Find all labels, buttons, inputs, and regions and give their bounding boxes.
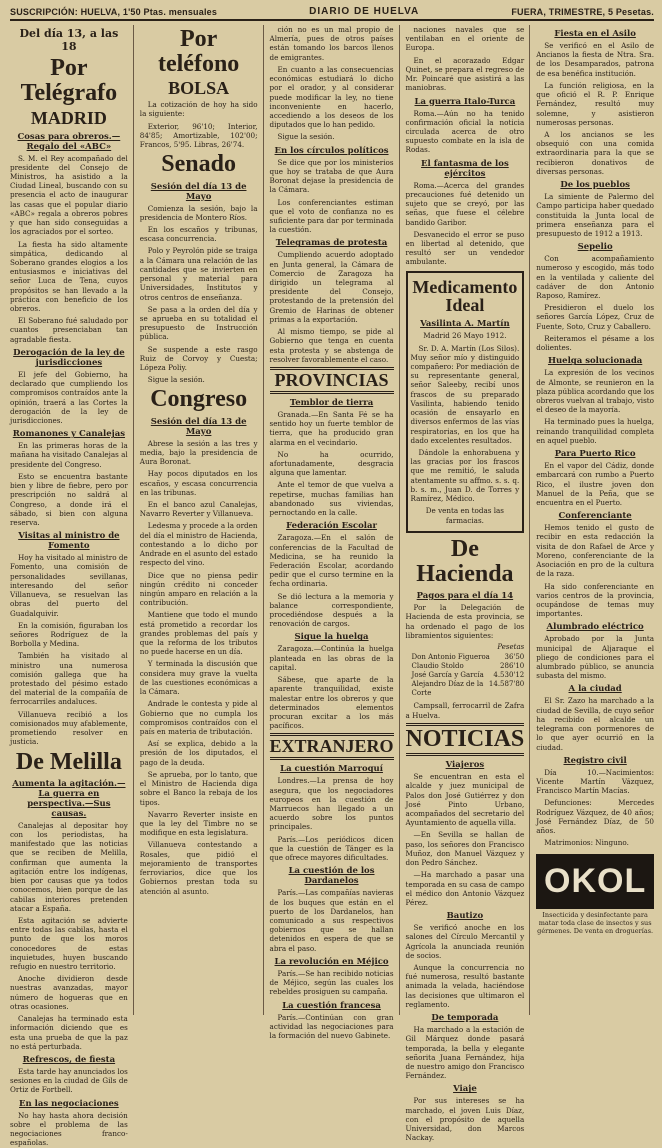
paragraph: Ha sido conferenciante en varios centros de la provincia, ocupándose de temas muy importantes. xyxy=(536,581,655,619)
paragraph: En la comisión, figuraban los señores Rodríguez de la Borbolla y Medina. xyxy=(10,620,128,649)
paragraph: París.—Los periódicos dicen que la cuestión de Tánger es la que ofrece mayores dificultades. xyxy=(269,834,394,863)
kicker: Alumbrado eléctrico xyxy=(546,622,644,633)
kicker: Temblor de tierra xyxy=(289,397,374,408)
okol-ad-text: Insecticida y desinfectante para matar toda clase de insectos y sus gérmenes. De venta en droguerías. xyxy=(537,910,654,935)
kicker: Telegramas de protesta xyxy=(275,238,388,249)
paragraph: Canalejas al depositar hoy con los periodistas, ha manifestado que las noticias que se reciben de Melilla, confirman que aumenta la agitación entre los indígenas, bien por causas que ya todos conocemos, bien porque de las cabilas interiores pretenden atacar a España. xyxy=(10,820,128,913)
paragraph: Zaragoza.—En el salón de conferencias de la Facultad de Medicina, se ha reunido la Federación Escolar, acordando pedir que el curso termine en la fecha ordinaria. xyxy=(269,533,394,589)
kicker: Visitas al ministro de Fomento xyxy=(18,531,120,552)
paragraph: Esto se encuentra bastante bien y libre de fiebre, pero por prescripción no saldrá al Congreso, a donde irá el sábado, si bien con alguna reserva. xyxy=(10,471,128,527)
kicker: Viaje xyxy=(453,1084,477,1095)
payee: Don Antonio Figueroa xyxy=(411,653,490,661)
paragraph: Sigue la sesión. xyxy=(277,132,335,142)
paragraph: Andrade le contesta y pide al Gobierno que no cumpla los compromisos contraídos con el país en materia de tributación. xyxy=(139,699,258,737)
section-madrid: MADRID xyxy=(30,107,107,128)
ad-date: Madrid 26 Mayo 1912. xyxy=(423,331,507,341)
column-4 xyxy=(405,25,531,1143)
column-2 xyxy=(140,25,264,1015)
paragraph: En el acorazado Edgar Quinet, se prepara el regreso de Mr. Poincaré que asistirá a las maniobras. xyxy=(405,55,525,93)
paragraph: París.—Las compañías navieras de los buques que están en el puerto de los Dardanelos, han comunicado a sus respectivos gobiernos que se hallan detenidos en espera de que se abra el paso. xyxy=(269,888,394,953)
paragraph: Y terminada la discusión que considera muy grave la vuelta de las cuestiones económicas a la Cámara. xyxy=(139,659,258,697)
paragraph: La simiente de Palermo del Campo participa haber quedado constituida la Junta local de primera enseñanza para el presupuesto de 1912 a 1913. xyxy=(536,192,655,238)
paragraph: Hemos tenido el gusto de recibir en esta redacción la visita de don Rafael de Arce y Moreno, conferenciante de la Asociación en pro de la cultura de la raza. xyxy=(536,523,655,579)
paragraph: También ha visitado al ministro una numerosa comisión gallega que ha protestado del pésimo estado del material de la compañía de ferrocarriles andaluces. xyxy=(10,651,128,707)
kicker: Sigue la huelga xyxy=(294,632,369,643)
list-item xyxy=(412,662,525,671)
paragraph: Desvanecido el error se puso en libertad al detenido, que resultó ser un vendedor ambulante. xyxy=(405,229,525,267)
paragraph: S. M. el Rey acompañado del presidente del Consejo de Ministros, ha asistido a la Ciudad Lineal, buscando con su presencia el acto de inaugurar las casas que el popular diario «ABC» regala a obreros pobres y que han sido conseguidas a los agraciados por el sorteo. xyxy=(10,153,128,237)
kicker: Federación Escolar xyxy=(286,521,377,532)
amount: 286'10 xyxy=(500,662,525,671)
kicker: Bautizo xyxy=(446,911,484,922)
paragraph: La expresión de los vecinos de Almonte, se reunieron en la plaza pública acordando que los obreros vuelvan al trabajo, visto el deseo de la mayoría. xyxy=(536,368,655,415)
kicker: Para Puerto Rico xyxy=(554,449,636,460)
paragraph: Los conferenciantes estiman que el voto de confianza no es suficiente para dar por terminada la cuestión. xyxy=(269,197,394,235)
payee: Claudio Stoldo xyxy=(411,662,464,671)
paragraph: Ledesma y procede a la orden del día el ministro de Hacienda, contestando a lo dicho por Andrade en el asunto del estado respecto del vino. xyxy=(139,521,258,568)
paragraph: Se pasa a la orden del día y se aprueba en su totalidad el presupuesto de Instrucción pública. xyxy=(139,304,258,342)
paragraph: Campsall, ferrocarril de Zafra a Huelva. xyxy=(405,701,525,720)
kicker: En las negociaciones xyxy=(19,1098,119,1109)
kicker: Sesión del día 13 de Mayo xyxy=(150,181,247,202)
paragraph: A los ancianos se les obsequió con una comida extraordinaria para la que se recibieron donativos de diversas personas. xyxy=(536,129,655,176)
paragraph: La cotización de hoy ha sido la siguiente: xyxy=(139,100,258,119)
kicker: Fiesta en el Asilo xyxy=(554,29,636,39)
kicker: Huelga solucionada xyxy=(547,356,643,367)
columns xyxy=(10,25,655,1148)
paragraph: El Soberano fué saludado por cuantos presenciaban tan agradable fiesta. xyxy=(10,316,128,344)
kicker: La cuestión francesa xyxy=(282,1000,381,1011)
paragraph: Hoy ha visitado al ministro de Fomento, una comisión de personalidades sevillanas, interesando del señor Villanueva, se resuelvan las obras del puerto del Guadalquivir. xyxy=(10,553,128,618)
paragraph: París.—Se han recibido noticias de Méjico, según las cuales los rebeldes prosiguen su campaña. xyxy=(269,968,394,997)
paragraph: Se dice que por los ministerios que hoy se trataba de que Aura Boronat dejase la presidencia de la Cámara. xyxy=(269,157,394,195)
section-senado: Senado xyxy=(161,151,236,178)
paragraph: Esta tarde hay anunciados los sesiones en la ciudad de Gils de Ortiz de Fortbell. xyxy=(10,1067,128,1095)
paragraph: Reiteramos el pésame a los dolientes. xyxy=(536,333,655,353)
paragraph: Anoche dividieron desde nuestras avanzadas, mayor número de hogueras que en otras ocasiones. xyxy=(10,974,128,1011)
paragraph: En los escaños y tribunas, escasa concurrencia. xyxy=(139,224,258,244)
kicker: Refrescos, de fiesta xyxy=(22,1055,116,1066)
kicker: Cosas para obreros.—Regalo del «ABC» xyxy=(17,131,121,152)
paragraph: —En Sevilla se hallan de paso, los señores don Francisco Muñoz, don Manuel Vázquez y don Pedro Sánchez. xyxy=(405,830,525,868)
paragraph: Sábese, que aparte de la aparente tranquilidad, existe malestar entre los obreros y que determinados elementos procuran excitar a los más pacíficos. xyxy=(269,675,394,731)
amount: 14.587'80 xyxy=(488,680,525,689)
dateline: Del día 13, a las 18 xyxy=(19,27,119,53)
payee: Alejandro Díaz de la Corte xyxy=(411,680,484,698)
paragraph: Villanueva contestando a Rosales, que pidió el mejoramiento de transportes ferroviarios, dice que los Gobiernos prestan toda su atención al asunto. xyxy=(139,840,258,896)
kicker: Conferenciante xyxy=(558,511,632,522)
section-hacienda: De Hacienda xyxy=(416,535,514,587)
kicker: Pagos para el día 14 xyxy=(416,591,514,602)
paragraph: Granada.—En Santa Fé se ha sentido hoy un fuerte temblor de tierra, que ha producido gran alarma en el vecindario. xyxy=(269,409,394,447)
paragraph: Cumpliendo acuerdo adoptado en Junta general, la Cámara de Comercio de Zaragoza ha dirigido un telegrama al presidente del Consejo, protestando de la pretensión del Gremio de Harinas de obtener primas a la exportación. xyxy=(269,250,394,324)
headline-telefono: Por teléfono xyxy=(157,26,240,78)
kicker: De temporada xyxy=(431,1013,499,1024)
paragraph: Ha terminado pues la huelga, reinando tranquilidad completa en aquel pueblo. xyxy=(536,417,655,445)
kicker: Derogación de la ley de jurisdicciones xyxy=(13,347,125,368)
newspaper-title: DIARIO DE HUELVA xyxy=(309,6,420,17)
paragraph: El Sr. Zazo ha marchado a la ciudad de Sevilla, de cuyo señor ha recibido el alcalde un telegrama con pormenores de lo que ayer ocurrió en la ciudad. xyxy=(536,696,655,752)
kicker: Aumenta la agitación.—La guerra en perspectiva.—Sus causas. xyxy=(12,778,126,819)
paragraph: No hay hasta ahora decisión sobre el problema de las negociaciones franco-españolas. xyxy=(10,1110,128,1148)
section-provincias: PROVINCIAS xyxy=(270,367,394,394)
paragraph: Ha marchado a la estación de Gil Márquez donde pasará temporada, la bella y elegante señorita Juana Fernández, hija de nuestro amigo don Francisco Fernández. xyxy=(405,1025,525,1081)
paragraph: Roma.—Aún no ha tenido confirmación oficial la noticia circulada acerca de otro supuesto combate en la isla de Rodas. xyxy=(405,108,525,155)
paragraph: Ante el temor de que vuelva a repetirse, muchas familias han abandonado sus viviendas, pernoctando en la calle. xyxy=(269,480,394,518)
paragraph: Zaragoza.—Continúa la huelga planteada en las obras de la capital. xyxy=(269,644,394,672)
kicker: La cuestión de los Dardanelos xyxy=(288,866,375,887)
column-3 xyxy=(269,25,400,1040)
paragraph: Se dió lectura a la memoria y balance correspondiente, procediéndose después a la renovación de cargos. xyxy=(269,591,394,629)
paragraph: La función religiosa, en la que ofició el R. P. Enrique Fernández, resultó muy solemne, y asistieron numerosas personas. xyxy=(536,80,655,127)
ad-footer: De venta en todas las farmacias. xyxy=(425,506,504,525)
paragraph: Comienza la sesión, bajo la presidencia de Montero Ríos. xyxy=(139,203,258,222)
paragraph: Presidieron el duelo los señores García López, Cruz de Fuente, Soto, Cruz y Caballero. xyxy=(536,303,655,331)
advertisement-box xyxy=(406,271,525,533)
amount: 4.530'12 xyxy=(493,671,525,680)
paragraph: Roma.—Acerca del grandes precauciones fué detenido un sujeto que se creyó, por las señas, que fuese el célebre bandido Garibor. xyxy=(405,180,525,227)
pesetas-label: Pesetas xyxy=(497,643,525,651)
section-bolsa: BOLSA xyxy=(168,78,230,99)
kicker: Registro civil xyxy=(563,755,627,766)
payments-list xyxy=(412,653,525,698)
paragraph: Se encuentran en esta el alcalde y juez municipal de Palos don José Gutiérrez y don José Pinto Urbano, acompañados del secretario del Ayuntamiento de aquella villa. xyxy=(405,772,525,828)
paragraph: Dándole la enhorabuena y las gracias por los frascos que me remitió, le saluda atentamente su affmo. s. s. q. b. s. m., Juan D. de Torres y Ramírez, Médico. xyxy=(410,448,520,504)
paragraph: Se verificó anoche en los salones del Círculo Mercantil y Agrícola la anunciada reunión de socios. xyxy=(405,923,525,960)
section-congreso: Congreso xyxy=(150,386,248,413)
amount: 36'50 xyxy=(504,653,525,661)
subscription-price: SUSCRIPCIÓN: HUELVA, 1'50 Ptas. mensuales xyxy=(10,7,218,17)
section-melilla: De Melilla xyxy=(15,748,122,775)
paragraph: Por sus intereses se ha marchado, el joven Luis Díaz, con el propósito de aquella Universidad, don Marcos Nackay. xyxy=(405,1096,525,1143)
paragraph: Día 10.—Nacimientos: Vicente Martín Vázquez, Francisco Martín Macías. xyxy=(536,767,655,796)
paragraph: En cuanto a las consecuencias económicas estudiará lo dicho por el orador, y al considerar puede modificar la ley, no tiene inconveniente en hacerlo, accediendo a los deseos de los diputados que lo han pedido. xyxy=(269,64,394,130)
paragraph: Se suspende a este rasgo Ruiz de Corvoy y Cuesta; Lópeza Poliy. xyxy=(139,344,258,373)
ad-subtitle: Vasilinta A. Martín xyxy=(420,319,510,330)
ad-title: Medicamento Ideal xyxy=(412,276,518,316)
kicker: La cuestión Marroquí xyxy=(280,764,383,775)
section-extranjero: EXTRANJERO xyxy=(270,733,394,760)
payee: José García y García xyxy=(411,671,484,680)
paragraph: Al mismo tiempo, se pide al Gobierno que tenga en cuenta esta protesta y se abstenga de resolver favorablemente el caso. xyxy=(269,327,394,364)
paragraph: Abrese la sesión a las tres y media, bajo la presidencia de Aura Boronat. xyxy=(139,438,258,467)
paragraph: En el banco azul Canalejas, Navarro Reverter y Villanueva. xyxy=(139,499,258,519)
paragraph: Navarro Reverter insiste en que la ley del Timbre no se modifique en esta legislatura. xyxy=(139,809,258,838)
headline-telegrafo: Por Telégrafo xyxy=(20,55,118,107)
paragraph: Dice que no piensa pedir ningún crédito ni conceder ningún amparo en relación a la contribución. xyxy=(139,570,258,608)
paragraph: Polo y Peyrolón pide se traiga a la Cámara una relación de las cantidades que se invierten en personal y material para Universidades, Institutos y otros centros de enseñanza. xyxy=(139,246,258,302)
kicker: Romanones y Canalejas xyxy=(12,429,126,440)
kicker: Sesión del día 13 de Mayo xyxy=(150,416,247,437)
paragraph: Esta agitación se advierte entre todas las cabilas, hasta el punto de que los moros conocedores de estas inquietudes, huyen buscando refugio en nuestro territorio. xyxy=(10,915,128,972)
paragraph: En las primeras horas de la mañana ha visitado Canalejas al presidente del Congreso. xyxy=(10,441,128,469)
paragraph: Sigue la sesión. xyxy=(147,375,205,385)
list-item xyxy=(412,653,525,662)
section-noticias: NOTICIAS xyxy=(406,723,525,756)
kicker: Viajeros xyxy=(445,760,485,771)
paragraph: Se aprueba, por lo tanto, que el Ministro de Hacienda diga sobre el Banco la rebaja de los tipos. xyxy=(139,769,258,807)
paragraph: Por la Delegación de Hacienda de esta provincia, se ha ordenado el pago de los libramientos siguientes: xyxy=(405,603,525,640)
okol-advertisement: OKOL xyxy=(536,854,654,909)
paragraph: El jefe del Gobierno, ha declarado que cumpliendo los compromisos contraídos ante la opinión, traerá a las Cortes la derogación de la ley de jurisdicciones. xyxy=(10,369,128,426)
stock-quotes: Exterior, 96'10; Interior, 84'85; Amortizable, 102'00; Francos, 5'95. Libras, 26'74. xyxy=(139,121,258,150)
paragraph: ción no es un mal propio de Almería, pues de otros países están tomando los barcos llenos de emigrantes. xyxy=(269,25,394,62)
kicker: En los círculos políticos xyxy=(274,145,389,156)
paragraph: París.—Continúan con gran actividad las negociaciones para la formación del nuevo Gabinete. xyxy=(269,1012,394,1040)
kicker: A la ciudad xyxy=(568,684,622,695)
paragraph: Canalejas ha terminado esta información diciendo que es esta una prueba de que la paz no está perturbada. xyxy=(10,1014,128,1051)
paragraph: La fiesta ha sido altamente simpática, dedicando al Soberano grandes elogios a los entusiasmos e iniciativas del señor Luca de Tena, cuyos propósitos se han llevado a la práctica con beneficio de los obreros. xyxy=(10,239,128,314)
paragraph: Aprobado por la Junta municipal de Aljaraque el pliego de condiciones para el alumbrado público, se anuncia subasta del mismo. xyxy=(536,634,655,681)
column-1 xyxy=(10,25,134,1148)
kicker: La revolución en Méjico xyxy=(274,956,389,967)
paragraph: Aunque la concurrencia no fué numerosa, resultó bastante animada la velada, haciéndose las decisiones que ultimaron el reglamento. xyxy=(405,963,525,1009)
kicker: El fantasma de los ejércitos xyxy=(421,158,509,179)
list-item xyxy=(412,671,525,680)
paragraph: Hay pocos diputados en los escaños, y escasa concurrencia en las tribunas. xyxy=(139,469,258,497)
kicker: La guerra Italo-Turca xyxy=(414,96,516,107)
paragraph: Mantiene que todo el mundo está prometido a recordar los grandes problemas del país y que la reforma de los tributos no puede hacerse en un día. xyxy=(139,610,258,657)
kicker: De los pueblos xyxy=(560,180,630,191)
paragraph: naciones navales que se ventilaban en el oriente de Europa. xyxy=(405,25,525,53)
masthead xyxy=(10,6,654,21)
column-5 xyxy=(536,25,654,1015)
paragraph: En el vapor del Cádiz, donde embarcará con rumbo a Puerto Rico, el ilustre joven don Manuel de la Peña, que se encuentra en el Puerto. xyxy=(536,461,655,507)
outside-price: FUERA, TRIMESTRE, 5 Pesetas. xyxy=(511,7,654,17)
paragraph: —Ha marchado a pasar una temporada en su casa de campo el médico don Antonio Vázquez Pérez. xyxy=(405,870,525,907)
paragraph: No ha ocurrido, afortunadamente, desgracia alguna que lamentar. xyxy=(269,449,394,478)
kicker: Sepelio xyxy=(577,242,613,253)
paragraph: Sr. D. A. Martín (Los Silos). Muy señor mío y distinguido compañero: Por mediación de su representante general, señor Saleeby, recibí unos frascos de su preparado Vasilinta, habiendo tenido ocasión de ensayarlo en diversos enfermos de las vías respiratorias, en los que ha dado excelentes resultados. xyxy=(410,343,520,445)
paragraph: Con acompañamiento numeroso y escogido, más todo en la ventilada y caliente del cadáver de don Antonio Raposo, Ramírez. xyxy=(536,254,655,301)
paragraph: Así se explica, debido a la presión de los diputados, el pago de la deuda. xyxy=(139,739,258,767)
paragraph: Matrimonios: Ninguno. xyxy=(544,838,629,848)
paragraph: Defunciones: Mercedes Rodríguez Vázquez, de 40 años; José Fernández Díaz, de 50 años. xyxy=(536,798,655,836)
list-item xyxy=(412,680,525,698)
paragraph: Londres.—La prensa de hoy asegura, que los negociadores europeos en la cuestión de Marruecos han llegado a un acuerdo sobre los puntos principales. xyxy=(269,776,394,832)
paragraph: Se verificó en el Asilo de Ancianos la fiesta de Ntra. Sra. de los Desamparados, patrona de esa benéfica institución. xyxy=(536,41,655,78)
paragraph: Villanueva recibió a los comisionados muy afablemente, prometiendo resolver en justicia. xyxy=(10,709,128,747)
